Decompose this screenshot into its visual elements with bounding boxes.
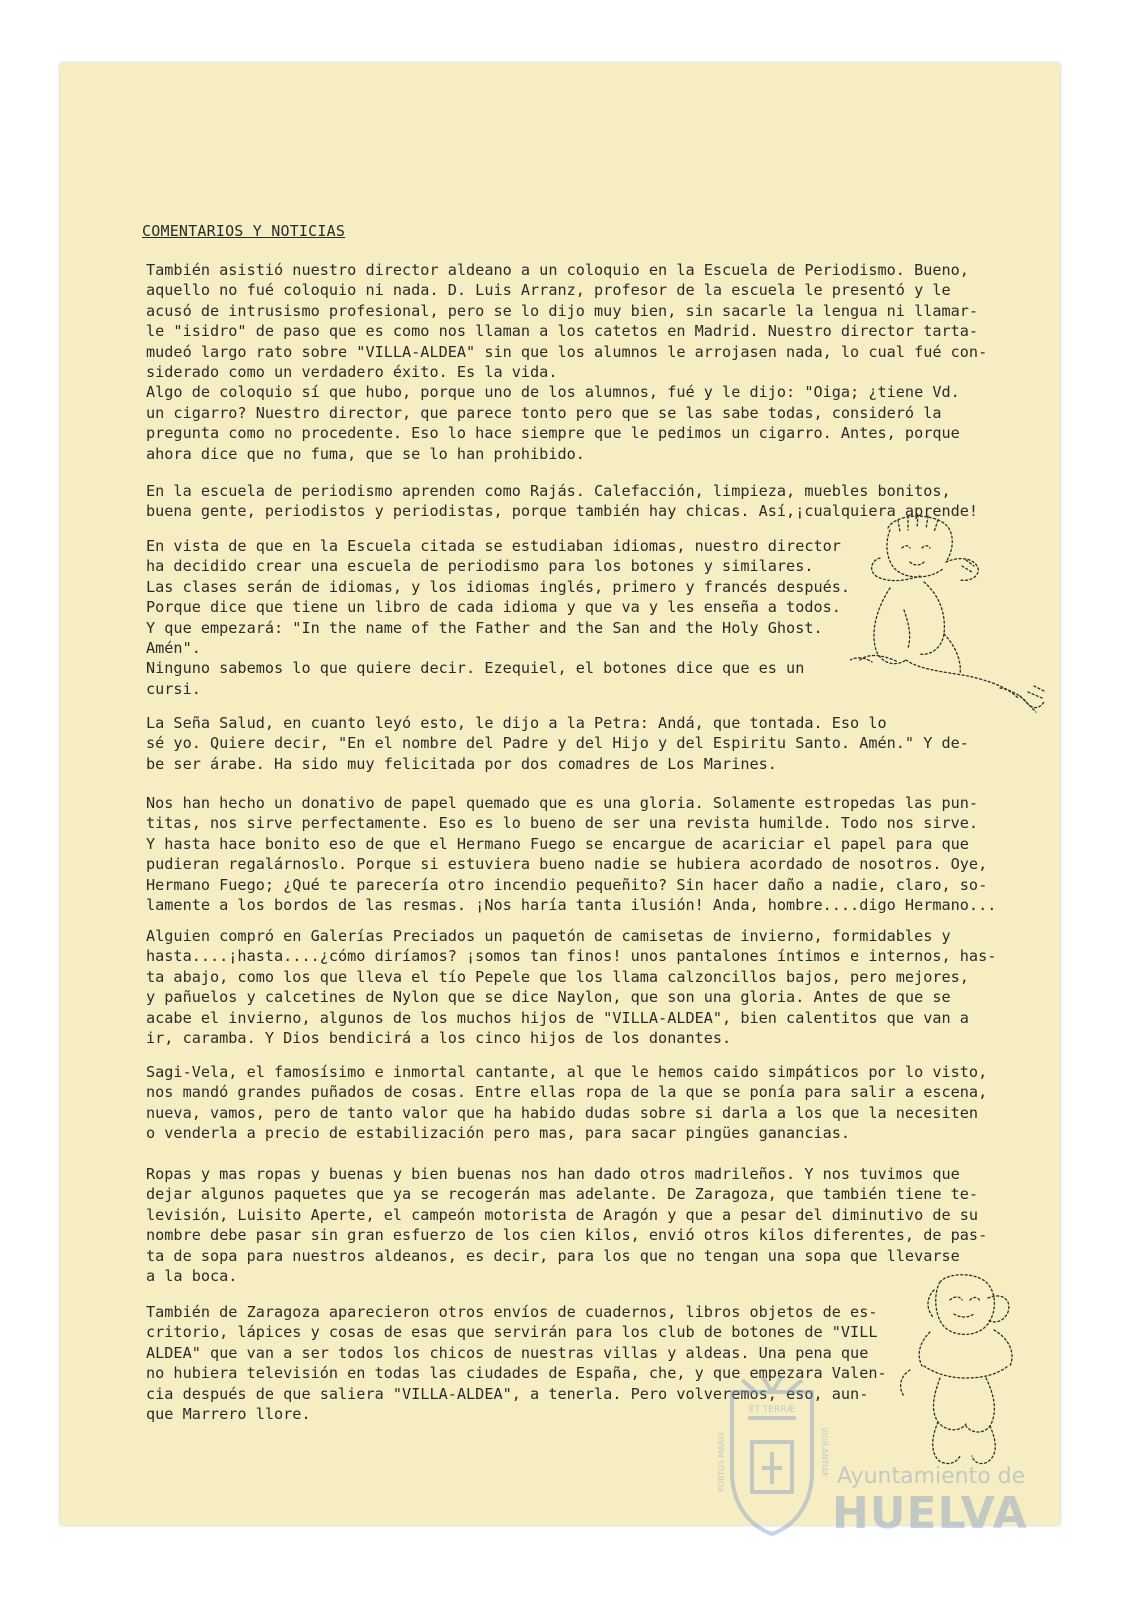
shield-side-right: VIGILANTIAE	[820, 1427, 829, 1478]
text-line: no hubiera televisión en todas las ciudades de España, che, y que empezara Valen-	[146, 1364, 887, 1383]
text-line: sé yo. Quiere decir, "En el nombre del Padre y del Hijo y del Espiritu Santo. Amén." Y de-	[146, 734, 969, 753]
text-line: Nos han hecho un donativo de papel quemado que es una gloria. Solamente estropedas las pun-	[146, 794, 979, 812]
watermark-logo	[712, 1372, 1057, 1537]
text-line: En vista de que en la Escuela citada se estudiaban idiomas, nuestro director	[146, 537, 841, 555]
text-line: ir, caramba. Y Dios bendicirá a los cinco hijos de los donantes.	[146, 1029, 732, 1048]
paragraph	[146, 926, 996, 1048]
paragraph	[146, 1062, 987, 1144]
coat-of-arms-icon	[712, 1372, 832, 1537]
text-line: aquello no fué coloquio ni nada. D. Luis Arranz, profesor de la escuela le presentó y le	[146, 281, 951, 300]
text-line: mudeó largo rato sobre "VILLA-ALDEA" sin que los alumnos le arrojasen nada, lo cual fué con-	[146, 342, 988, 361]
watermark-line-1: Ayuntamiento de	[837, 1464, 1026, 1489]
paragraph	[146, 713, 969, 774]
text-line: lamente a los bordos de las resmas. ¡Nos haría tanta ilusión! Anda, hombre....digo Hermano...	[146, 896, 997, 915]
paragraph	[146, 260, 987, 464]
text-line: nos mandó grandes puñados de cosas. Entre ellas ropa de la que se ponía para salir a escena,	[146, 1083, 988, 1102]
paragraph	[146, 1164, 987, 1286]
text-line: nueva, vamos, pero de tanto valor que ha habido dudas sobre si darla a los que la necesiten	[146, 1103, 979, 1122]
text-line: ALDEA" que van a ser todos los chicos de nuestras villas y aldeas. Una pena que	[146, 1343, 869, 1362]
text-line: be ser árabe. Ha sido muy felicitada por dos comadres de Los Marines.	[146, 754, 777, 773]
text-line: pregunta como no procedente. Eso lo hace siempre que le pedimos un cigarro. Antes, porque	[146, 424, 960, 443]
shield-side-left: PORTUS MARIS	[717, 1432, 726, 1492]
text-line: nombre debe pasar sin gran esfuerzo de los cien kilos, envió otros kilos diferentes, de pas-	[146, 1226, 988, 1245]
watermark-line-2: HUELVA	[832, 1488, 1028, 1539]
text-line: Alguien compró en Galerías Preciados un paquetón de camisetas de invierno, formidables y	[146, 927, 951, 945]
text-line: ta abajo, como los que lleva el tío Pepele que los llama calzoncillos bajos, pero mejores,	[146, 967, 969, 986]
text-line: ta de sopa para nuestros aldeanos, es decir, para los que no tengan una sopa que llevarse	[146, 1246, 960, 1265]
text-line: cia después de que saliera "VILLA-ALDEA", a tenerla. Pero volveremos, eso, aun-	[146, 1384, 869, 1403]
text-line: En la escuela de periodismo aprenden como Rajás. Calefacción, limpieza, muebles bonitos,	[146, 482, 951, 500]
child-sketch-illustration	[850, 510, 1050, 735]
text-line: ahora dice que no fuma, que se lo han prohibido.	[146, 444, 585, 463]
text-line: ha decidido crear una escuela de periodismo para los botones y similares.	[146, 557, 814, 576]
paragraph	[146, 793, 996, 915]
text-line: Amén".	[146, 639, 201, 658]
text-line: Sagi-Vela, el famosísimo e inmortal cantante, al que le hemos caido simpáticos por lo visto,	[146, 1063, 988, 1081]
text-line: Porque dice que tiene un libro de cada idioma y que va y les enseña a todos.	[146, 598, 841, 617]
text-line: Las clases serán de idiomas, y los idiomas inglés, primero y francés después.	[146, 577, 851, 596]
text-line: siderado como un verdadero éxito. Es la vida.	[146, 363, 558, 382]
text-line: Ropas y mas ropas y buenas y bien buenas nos han dado otros madrileños. Y nos tuvimos que	[146, 1165, 960, 1183]
text-line: a la boca.	[146, 1267, 238, 1286]
text-line: Algo de coloquio sí que hubo, porque uno de los alumnos, fué y le dijo: "Oiga; ¿tiene Vd.	[146, 383, 960, 402]
paragraph	[146, 536, 850, 699]
text-line: buena gente, periodistos y periodistas, porque también hay chicas. Así,¡cualquiera aprende!	[146, 502, 979, 521]
text-line: Y que empezará: "In the name of the Father and the San and the Holy Ghost.	[146, 618, 823, 637]
text-line: cursi.	[146, 679, 201, 698]
text-line: Y hasta hace bonito eso de que el Hermano Fuego se encargue de acariciar el papel para que	[146, 834, 969, 853]
shield-motto: ET TERRÆ	[748, 1405, 796, 1415]
text-line: levisión, Luisito Aperte, el campeón motorista de Aragón y que a pesar del diminutivo de su	[146, 1205, 979, 1224]
document-heading: COMENTARIOS Y NOTICIAS	[142, 222, 346, 240]
text-line: La Seña Salud, en cuanto leyó esto, le dijo a la Petra: Andá, que tontada. Eso lo	[146, 714, 887, 732]
text-line: Ninguno sabemos lo que quiere decir. Ezequiel, el botones dice que es un	[146, 659, 805, 678]
text-line: También de Zaragoza aparecieron otros envíos de cuadernos, libros objetos de es-	[146, 1303, 878, 1321]
text-line: acabe el invierno, algunos de los muchos hijos de "VILLA-ALDEA", bien calentitos que van a	[146, 1008, 969, 1027]
text-line: un cigarro? Nuestro director, que parece tonto pero que se las sabe todas, consideró la	[146, 403, 942, 422]
text-line: acusó de intrusismo profesional, pero se lo dijo muy bien, sin sacarle la lengua ni llamar-	[146, 301, 979, 320]
text-line: titas, nos sirve perfectamente. Eso es lo bueno de ser una revista humilde. Todo nos sirve.	[146, 814, 979, 833]
text-line: Hermano Fuego; ¿Qué te parecería otro incendio pequeñito? Sin hacer daño a nadie, claro, so-	[146, 875, 988, 894]
text-line: o venderla a precio de estabilización pero mas, para sacar pingües ganancias.	[146, 1124, 851, 1143]
text-line: que Marrero llore.	[146, 1405, 311, 1424]
text-line: critorio, lápices y cosas de esas que servirán para los club de botones de "VILL	[146, 1323, 878, 1342]
text-line: pudieran regalárnoslo. Porque si estuviera bueno nadie se hubiera acordado de nosotros. Oye,	[146, 855, 988, 874]
text-line: le "isidro" de paso que es como nos llaman a los catetos en Madrid. Nuestro director tarta-	[146, 322, 979, 341]
text-line: dejar algunos paquetes que ya se recogerán mas adelante. De Zaragoza, que también tiene te-	[146, 1185, 979, 1204]
text-line: También asistió nuestro director aldeano a un coloquio en la Escuela de Periodismo. Bueno,	[146, 261, 969, 279]
text-line: hasta....¡hasta....¿cómo diríamos? ¡somos tan finos! unos pantalones íntimos e internos, has-	[146, 947, 997, 966]
text-line: y pañuelos y calcetines de Nylon que se dice Naylon, que son una gloria. Antes de que se	[146, 988, 951, 1007]
